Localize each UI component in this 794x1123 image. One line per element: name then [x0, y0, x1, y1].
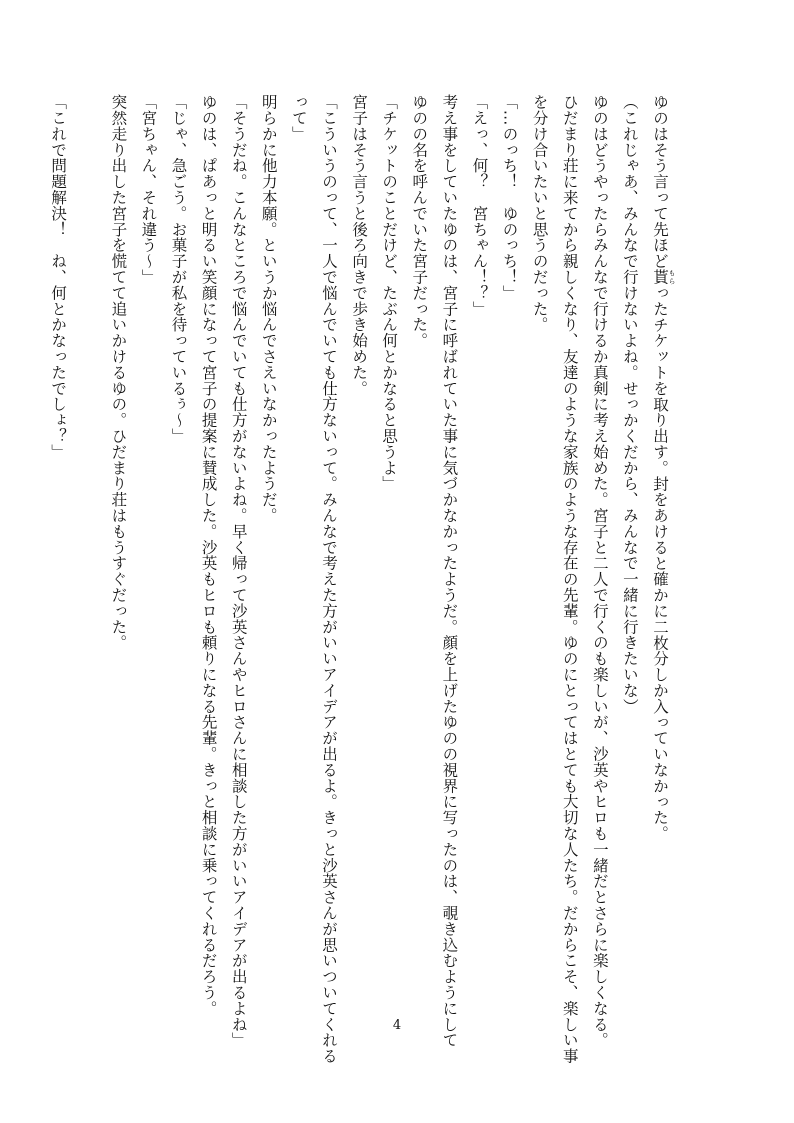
text-line-9: ゆのの名を呼んでいた宮子だった。: [410, 94, 429, 349]
text-line-6: 「…のっち！ ゆのっち！」: [500, 94, 519, 301]
text-line-13: って」: [289, 94, 308, 142]
text-line-17: 「じゃ、急ごう。お菓子が私を待っているぅ～」: [169, 94, 188, 444]
text-line-1: ゆのはそう言って先ほど貰 もらったチケットを取り出す。封をあけると確かに二枚分しか入っていなかった。: [651, 94, 676, 842]
body-text: [43, 94, 676, 1064]
text-line-12: 「こういうのって、一人で悩んでいても仕方ないって。みんなで考えた方がいいアイデアが出るよ。きっと沙英さんが思いついてくれる: [319, 94, 338, 1064]
furigana: 貰 もら: [651, 268, 676, 285]
text-line-4: ひだまり荘に来てから親しくなり、友達のような家族のような存在の先輩。ゆのにとってはとても大切な人たち。だからこそ、楽しい事: [560, 94, 579, 1064]
text-line-11: 宮子はそう言うと後ろ向きで歩き始めた。: [350, 94, 369, 397]
text-line-8: 考え事をしていたゆのは、宮子に呼ばれていた事に気づかなかったようだ。顔を上げたゆのの視界に写ったのは、覗き込むようにして: [440, 94, 459, 1048]
text-line-18: 「宮ちゃん、それ違う～」: [139, 94, 158, 285]
text-line-2: （これじゃあ、みんなで行けないよね。せっかくだから、みんなで一緒に行きたいな）: [620, 94, 639, 715]
text-line-14: 明らかに他力本願。というか悩んでさえいなかったようだ。: [259, 94, 278, 524]
text-line-19: 突然走り出した宮子を慌てて追いかけるゆの。ひだまり荘はもうすぐだった。: [109, 94, 128, 651]
text-line-20: 「これで問題解決！ ね、何とかなったでしょ？」: [49, 94, 68, 460]
page-number: 4: [392, 1018, 402, 1033]
text-line-5: を分け合いたいと思うのだった。: [530, 94, 549, 333]
text-line-10: 「チケットのことだけど、たぶん何とかなると思うよ」: [380, 94, 399, 492]
text-line-7: 「えっ、何？ 宮ちゃん！？」: [470, 94, 489, 317]
text-line-3: ゆのはどうやったらみんなで行けるか真剣に考え始めた。宮子と二人で行くのも楽しいが、沙英やヒロも一緒だとさらに楽しくなる。: [590, 94, 609, 1048]
text-line-15: 「そうだね。こんなところで悩んでいても仕方がないよね。早く帰って沙英さんやヒロさんに相談した方がいいアイデアが出るよね」: [229, 94, 248, 1048]
blank-line: [73, 94, 103, 1024]
text-line-16: ゆのは、ぱあっと明るい笑顔になって宮子の提案に賛成した。沙英もヒロも頼りになる先輩。きっと相談に乗ってくれるだろう。: [199, 94, 218, 1017]
